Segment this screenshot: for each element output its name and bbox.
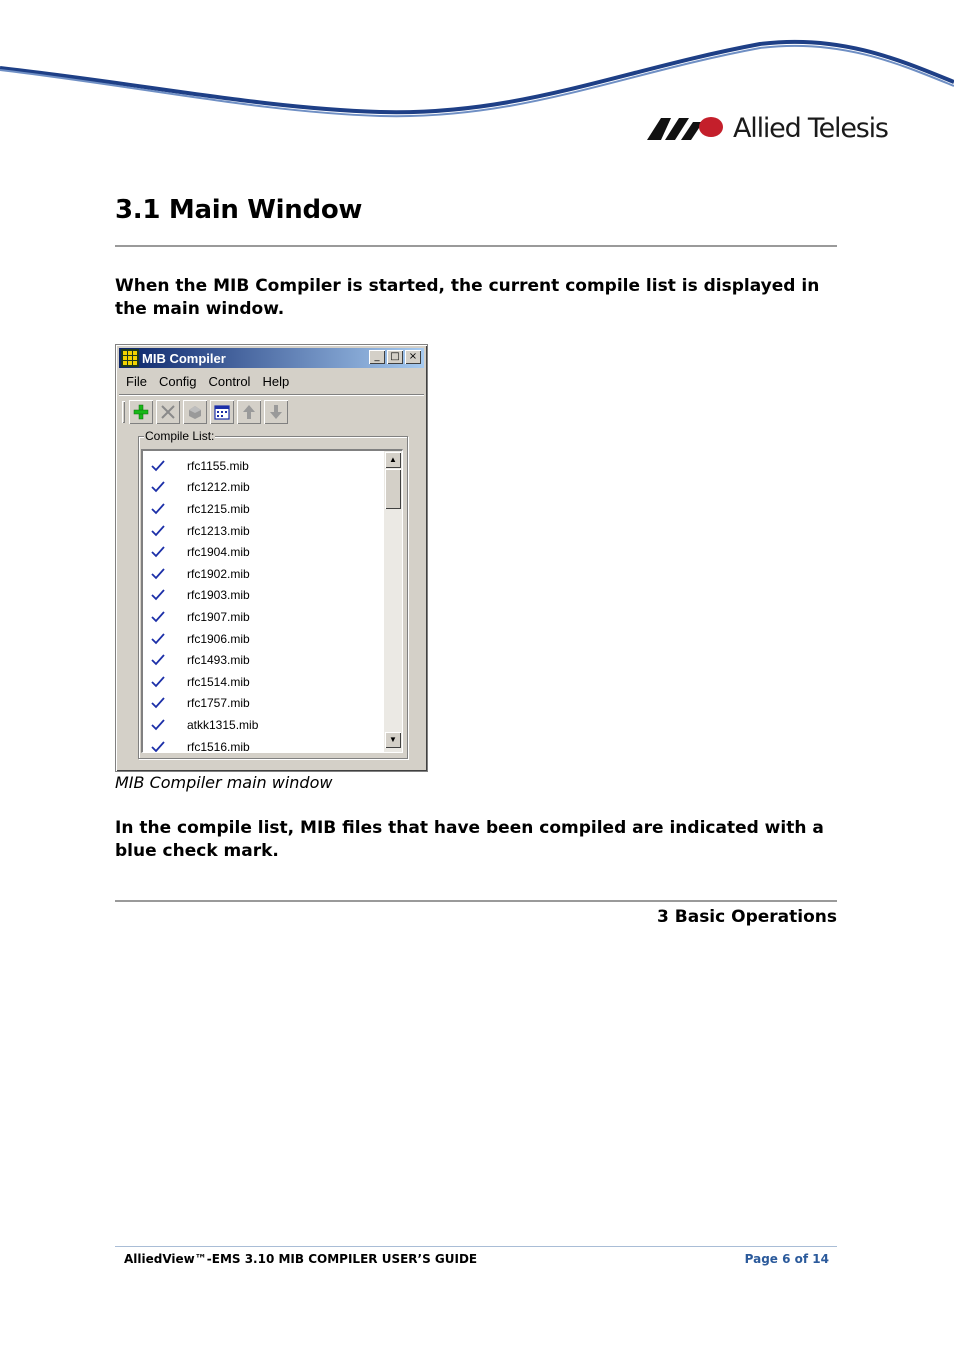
page-number: Page 6 of 14 xyxy=(744,1252,829,1266)
list-item[interactable] xyxy=(143,606,383,628)
compile-listbox[interactable] xyxy=(141,449,403,753)
check-mark-icon xyxy=(151,568,165,580)
compile-list-label: Compile List: xyxy=(145,429,215,443)
check-mark-icon xyxy=(151,719,165,731)
list-item[interactable] xyxy=(143,541,383,563)
menu-file[interactable]: File xyxy=(126,374,147,389)
check-mark-icon xyxy=(151,503,165,515)
add-button[interactable] xyxy=(129,400,153,424)
check-mark-icon xyxy=(151,633,165,645)
list-item-label: rfc1907.mib xyxy=(187,609,250,624)
maximize-button[interactable]: □ xyxy=(387,350,403,364)
list-item-label: rfc1903.mib xyxy=(187,588,250,603)
check-mark-icon xyxy=(151,525,165,537)
title-rule xyxy=(115,245,837,247)
list-item[interactable] xyxy=(143,563,383,585)
list-item[interactable] xyxy=(143,498,383,520)
add-icon xyxy=(132,403,150,421)
check-mark-icon xyxy=(151,654,165,666)
intro-paragraph: When the MIB Compiler is started, the current compile list is displayed in the main window. xyxy=(115,276,820,319)
window-titlebar[interactable] xyxy=(119,348,424,368)
list-item-label: rfc1213.mib xyxy=(187,523,250,538)
move-down-button[interactable] xyxy=(264,400,288,424)
list-item-label: rfc1902.mib xyxy=(187,566,250,581)
list-item[interactable] xyxy=(143,585,383,607)
list-item-label: rfc1212.mib xyxy=(187,480,250,495)
list-item-label: rfc1757.mib xyxy=(187,696,250,711)
toolbar xyxy=(122,399,291,425)
menu-control[interactable]: Control xyxy=(208,374,251,389)
list-item-label: rfc1904.mib xyxy=(187,545,250,560)
list-item[interactable] xyxy=(143,714,383,736)
allied-telesis-logo-icon xyxy=(645,112,725,144)
list-item[interactable] xyxy=(143,693,383,715)
chapter-rule xyxy=(115,900,837,902)
check-mark-icon xyxy=(151,697,165,709)
menu-config[interactable]: Config xyxy=(158,374,197,389)
list-item-label: rfc1516.mib xyxy=(187,739,250,753)
list-item-label: rfc1514.mib xyxy=(187,674,250,689)
check-mark-icon xyxy=(151,460,165,472)
move-down-icon xyxy=(267,403,285,421)
scroll-up-icon[interactable]: ▲ xyxy=(385,452,401,468)
list-item[interactable] xyxy=(143,671,383,693)
menu-help[interactable]: Help xyxy=(262,374,290,389)
list-item-label: rfc1155.mib xyxy=(187,458,249,473)
footer-title: AlliedView™-EMS 3.10 MIB COMPILER USER’S GUIDE xyxy=(124,1252,478,1266)
scroll-down-icon[interactable]: ▼ xyxy=(385,732,401,748)
check-mark-icon xyxy=(151,481,165,493)
check-mark-icon xyxy=(151,546,165,558)
compile-list-items xyxy=(143,455,383,753)
compile-button[interactable] xyxy=(183,400,207,424)
list-item[interactable] xyxy=(143,628,383,650)
figure-caption: MIB Compiler main window xyxy=(115,773,333,792)
vertical-scrollbar[interactable] xyxy=(384,451,402,752)
company-logo xyxy=(645,108,888,148)
logo-text: Allied Telesis xyxy=(733,112,888,144)
mib-compiler-window xyxy=(115,344,428,772)
move-up-icon xyxy=(240,403,258,421)
toolbar-grip[interactable] xyxy=(122,401,125,423)
scroll-thumb[interactable] xyxy=(385,469,401,509)
menu-separator xyxy=(119,394,424,396)
section-title: 3.1 Main Window xyxy=(115,195,363,225)
delete-icon xyxy=(159,403,177,421)
chapter-label: 3 Basic Operations xyxy=(657,907,837,927)
move-up-button[interactable] xyxy=(237,400,261,424)
check-mark-icon xyxy=(151,676,165,688)
list-item[interactable] xyxy=(143,736,383,753)
close-button[interactable]: × xyxy=(405,350,421,364)
list-item-label: rfc1493.mib xyxy=(187,653,250,668)
check-mark-icon xyxy=(151,741,165,753)
delete-button[interactable] xyxy=(156,400,180,424)
minimize-button[interactable]: _ xyxy=(369,350,385,364)
list-item-label: rfc1906.mib xyxy=(187,631,250,646)
list-item-label: rfc1215.mib xyxy=(187,501,250,516)
footer-rule xyxy=(115,1246,837,1247)
compile-icon xyxy=(186,403,204,421)
body-paragraph: In the compile list, MIB files that have been compiled are indicated with a blue check mark. xyxy=(115,818,824,861)
window-title: MIB Compiler xyxy=(142,350,226,366)
menu-bar xyxy=(120,373,295,391)
check-mark-icon xyxy=(151,589,165,601)
app-grid-icon xyxy=(121,349,139,367)
list-item-label: atkk1315.mib xyxy=(187,717,259,732)
calendar-icon xyxy=(213,403,231,421)
list-item[interactable] xyxy=(143,520,383,542)
check-mark-icon xyxy=(151,611,165,623)
list-item[interactable] xyxy=(143,455,383,477)
schedule-button[interactable] xyxy=(210,400,234,424)
list-item[interactable] xyxy=(143,477,383,499)
list-item[interactable] xyxy=(143,649,383,671)
